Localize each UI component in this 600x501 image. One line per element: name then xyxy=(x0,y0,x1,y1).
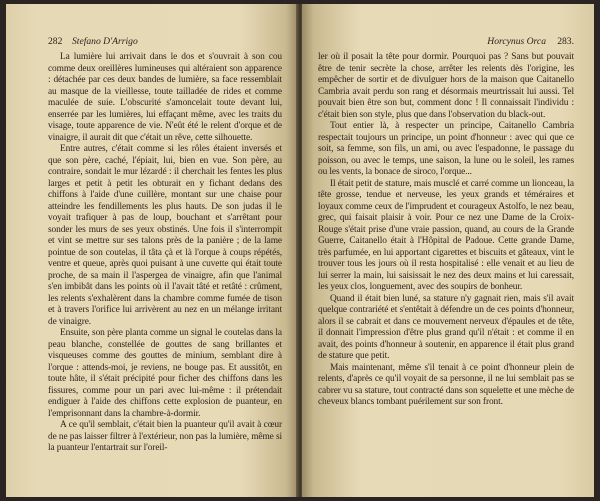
left-page-header xyxy=(48,36,282,52)
open-book xyxy=(6,4,594,497)
left-page xyxy=(6,4,298,497)
page-number: 282 xyxy=(48,36,63,47)
left-page-text xyxy=(48,52,282,455)
paragraph: A ce qu'il semblait, c'était bien la puanteur qu'il avait à cœur de ne pas laisser filtrer à l'extérieur, non pas la lumière, même si la puanteur l'entartrait sur l'oreil- xyxy=(48,420,283,453)
paragraph: La lumière lui arrivait dans le dos et s'ouvrait à son cou comme deux oreillères lumineuses qui altéraient son apparence : détachée par ces deux bandes de lumière, sa face ressemblait au masque de la vieillesse, toute tailladée de rides et comme maculée de suie. L'obscurité s'amoncelait toute devant lui, enserrée par les lumières, lui effaçant même, avec les traits du visage, toute apparence de vie. N'eût été le relent d'orque et de vinaigre, il aurait dit que c'était un rêve, cette silhouette. xyxy=(48,52,282,143)
right-page-header xyxy=(318,36,574,52)
paragraph: Ensuite, son père planta comme un signal le coutelas dans la peau blanche, constellée de gouttes de sang brillantes et visqueuses comme des gouttes de minium, semblant dire à l'orque : attends-moi, je reviens, ne bouge pas. Et aussitôt, en toute hâte, il s'était précipité pour ficher des chiffons dans les fissures, comme pour un pari avec lui-même : il prétendait endiguer à l'aide des chiffons cette explosion de puanteur, en l'emprisonnant dans la chambre-à-dormir. xyxy=(48,328,282,419)
page-number: 283. xyxy=(557,36,574,47)
right-page-text xyxy=(318,52,574,409)
paragraph: Mais maintenant, même s'il tenait à ce point d'honneur plein de relents, d'après ce qu'il voyait de sa personne, il ne lui semblait pas se cabrer vu sa stature, tout contracté dans son squelette et une mèche de cheveux blancs tombant puérilement sur son front. xyxy=(318,362,574,407)
paragraph: Il était petit de stature, mais musclé et carré comme un lionceau, la tête grosse, tendue et nerveuse, les yeux grands et téméraires et loyaux comme ceux de l'imprudent et courageux Astolfo, le nez beau, grec, qui faisait plaisir à voir. Pour ce nez une Dame de la Croix-Rouge s'était prise d'une vraie passion, quand, au cours de la Grande Guerre, Caitanello était à l'Hôpital de Padoue. Cette grande Dame, très parfumée, en lui apportant cigarettes et biscuits et gâteaux, vint le trouver tous les jours où il resta hospitalisé : elle venait et au lieu de lui serrer la main, lui saisissait le nez des deux mains et lui caressait, les yeux clos, longuement, avec des soupirs de bonheur. xyxy=(318,178,574,292)
paragraph: Quand il était bien luné, sa stature n'y gagnait rien, mais s'il avait quelque contrariété et s'entêtait à défendre un de ces points d'honneur, alors il se cabrait et dans ce mouvement nerveux d'épaules et de tête, il donnait l'impression d'être plus grand qu'il n'était : et comme il en avait, des points d'honneur à soutenir, en apparence il était plus grand de stature que petit. xyxy=(318,293,574,361)
running-head-title: Horcynus Orca xyxy=(487,36,546,47)
right-page xyxy=(302,4,594,497)
running-head-author: Stefano D'Arrigo xyxy=(72,36,138,47)
paragraph: Tout entier là, à respecter un principe, Caitanello Cambria respectait toujours un principe, un point d'honneur : avec qui que ce soit, sa femme, son fils, un ami, ou avec l'espadonne, le passage du poisson, ou avec le temps, une saison, la lune ou le soleil, les rames ou les vents, la bonace de siroco, l'orque... xyxy=(318,121,574,177)
paragraph: Entre autres, c'était comme si les rôles étaient inversés et que son père, caché, l'épiait, lui, bien en vue. Son père, au contraire, sondait le mur lézardé : il cherchait les fentes les plus larges et petit à petit les obturait en y fichant dedans des chiffons à l'aide d'une cuillère, montant sur une chaise pour atteindre les fendillements les plus hauts. De son judas il le voyait trafiquer à pas de loup, bouchant et s'arrêtant pour sonder les murs de ses yeux obstinés. Une fois il s'interrompit et vint se mettre sur ses talons près de la panière ; de la lame pointue de son coutelas, il tâta çà et là l'orque à coups répétés, ventre et queue, après quoi puisant à une cuvette qui était toute proche, de sa main il l'aspergea de vinaigre, afin que l'animal s'en imbibât dans les points où il l'avait tâté et retâté : crûment, les relents s'exhalèrent dans la chambre comme fumée de tison et à travers l'orifice lui arrivèrent au nez en un mélange irritant de vinaigre. xyxy=(48,144,282,327)
paragraph-continued: ler où il posait la tête pour dormir. Pourquoi pas ? Sans but pouvait être de tenir secrète la chose, arrêter les relents dès l'origine, les empêcher de sortir et de divulguer hors de la maison que Caitanello Cambria avait perdu son rang et désormais meurtrissait lui aussi. Tel pouvait bien être son but, comment donc ! Il connaissait l'individu : c'était bien son style, plus que dans l'observation du black-out. xyxy=(318,52,574,120)
